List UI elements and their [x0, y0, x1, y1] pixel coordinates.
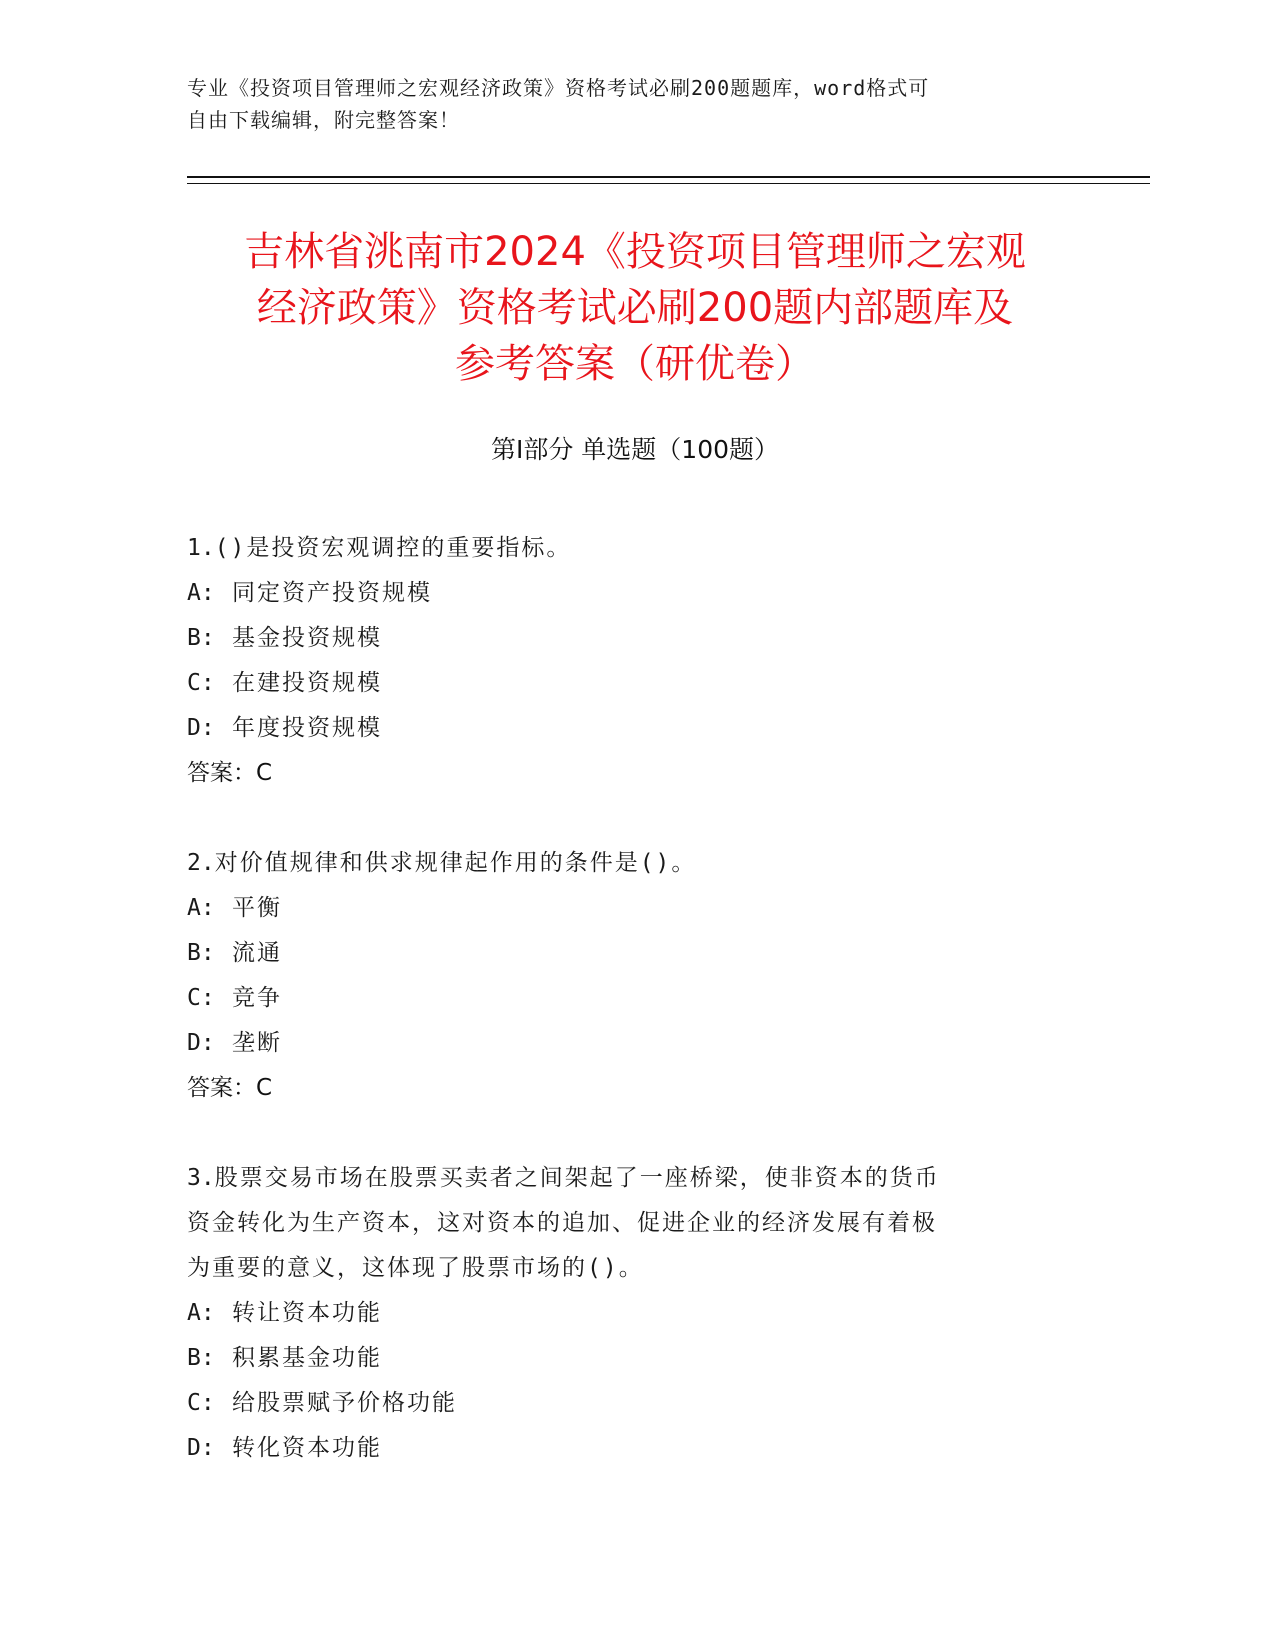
question-stem	[187, 526, 1067, 571]
option-letter: D:	[187, 715, 215, 741]
question-1	[187, 526, 1067, 796]
option-a	[187, 1291, 1067, 1336]
option-c	[187, 661, 1067, 706]
question-2	[187, 841, 1067, 1111]
header-note-line-2: 自由下载编辑，附完整答案！	[187, 108, 460, 132]
option-letter: D:	[187, 1435, 215, 1461]
option-letter: A:	[187, 895, 215, 921]
option-letter: B:	[187, 1345, 215, 1371]
question-stem	[187, 841, 1067, 886]
question-stem-line: ()是投资宏观调控的重要指标。	[214, 535, 572, 561]
option-text: 在建投资规模	[232, 670, 382, 696]
answer-label: 答案：C	[187, 760, 273, 786]
option-d	[187, 706, 1067, 751]
question-stem-line: 股票交易市场在股票买卖者之间架起了一座桥梁，使非资本的货币	[214, 1165, 940, 1191]
option-letter: B:	[187, 625, 215, 651]
question-stem-line: 对价值规律和供求规律起作用的条件是()。	[214, 850, 697, 876]
option-text: 流通	[232, 940, 282, 966]
question-number: 1.	[187, 535, 215, 561]
option-b	[187, 616, 1067, 661]
option-text: 年度投资规模	[232, 715, 382, 741]
option-c	[187, 976, 1067, 1021]
option-b	[187, 1336, 1067, 1381]
question-stem	[187, 1156, 1067, 1201]
option-text: 积累基金功能	[232, 1345, 382, 1371]
option-text: 平衡	[232, 895, 282, 921]
option-text: 基金投资规模	[232, 625, 382, 651]
option-text: 转化资本功能	[232, 1435, 382, 1461]
option-text: 转让资本功能	[232, 1300, 382, 1326]
document-title-line-1: 吉林省洮南市2024《投资项目管理师之宏观	[244, 229, 1026, 275]
document-title-line-2: 经济政策》资格考试必刷200题内部题库及	[256, 285, 1014, 331]
option-d	[187, 1021, 1067, 1066]
question-3	[187, 1156, 1067, 1471]
question-number: 2.	[187, 850, 215, 876]
question-stem-line: 资金转化为生产资本，这对资本的追加、促进企业的经济发展有着极	[187, 1210, 937, 1236]
question-number: 3.	[187, 1165, 215, 1191]
section-heading: 第Ⅰ部分 单选题（100题）	[490, 435, 780, 464]
header-divider-thin	[187, 183, 1150, 184]
document-title	[187, 224, 1083, 392]
option-text: 竞争	[232, 985, 282, 1011]
document-title-line-3: 参考答案（研优卷）	[455, 341, 815, 387]
header-note	[187, 72, 1067, 136]
option-text: 同定资产投资规模	[232, 580, 432, 606]
question-list	[187, 526, 1067, 1516]
option-text: 给股票赋予价格功能	[232, 1390, 457, 1416]
answer-label: 答案：C	[187, 1075, 273, 1101]
option-c	[187, 1381, 1067, 1426]
option-d	[187, 1426, 1067, 1471]
header-divider-thick	[187, 176, 1150, 178]
option-a	[187, 571, 1067, 616]
option-letter: D:	[187, 1030, 215, 1056]
option-letter: C:	[187, 985, 215, 1011]
option-letter: C:	[187, 1390, 215, 1416]
option-letter: A:	[187, 580, 215, 606]
option-letter: C:	[187, 670, 215, 696]
header-note-line-1: 专业《投资项目管理师之宏观经济政策》资格考试必刷200题题库，word格式可	[187, 76, 930, 100]
option-b	[187, 931, 1067, 976]
option-letter: A:	[187, 1300, 215, 1326]
option-a	[187, 886, 1067, 931]
option-letter: B:	[187, 940, 215, 966]
option-text: 垄断	[232, 1030, 282, 1056]
question-stem-line: 为重要的意义，这体现了股票市场的()。	[187, 1255, 644, 1281]
